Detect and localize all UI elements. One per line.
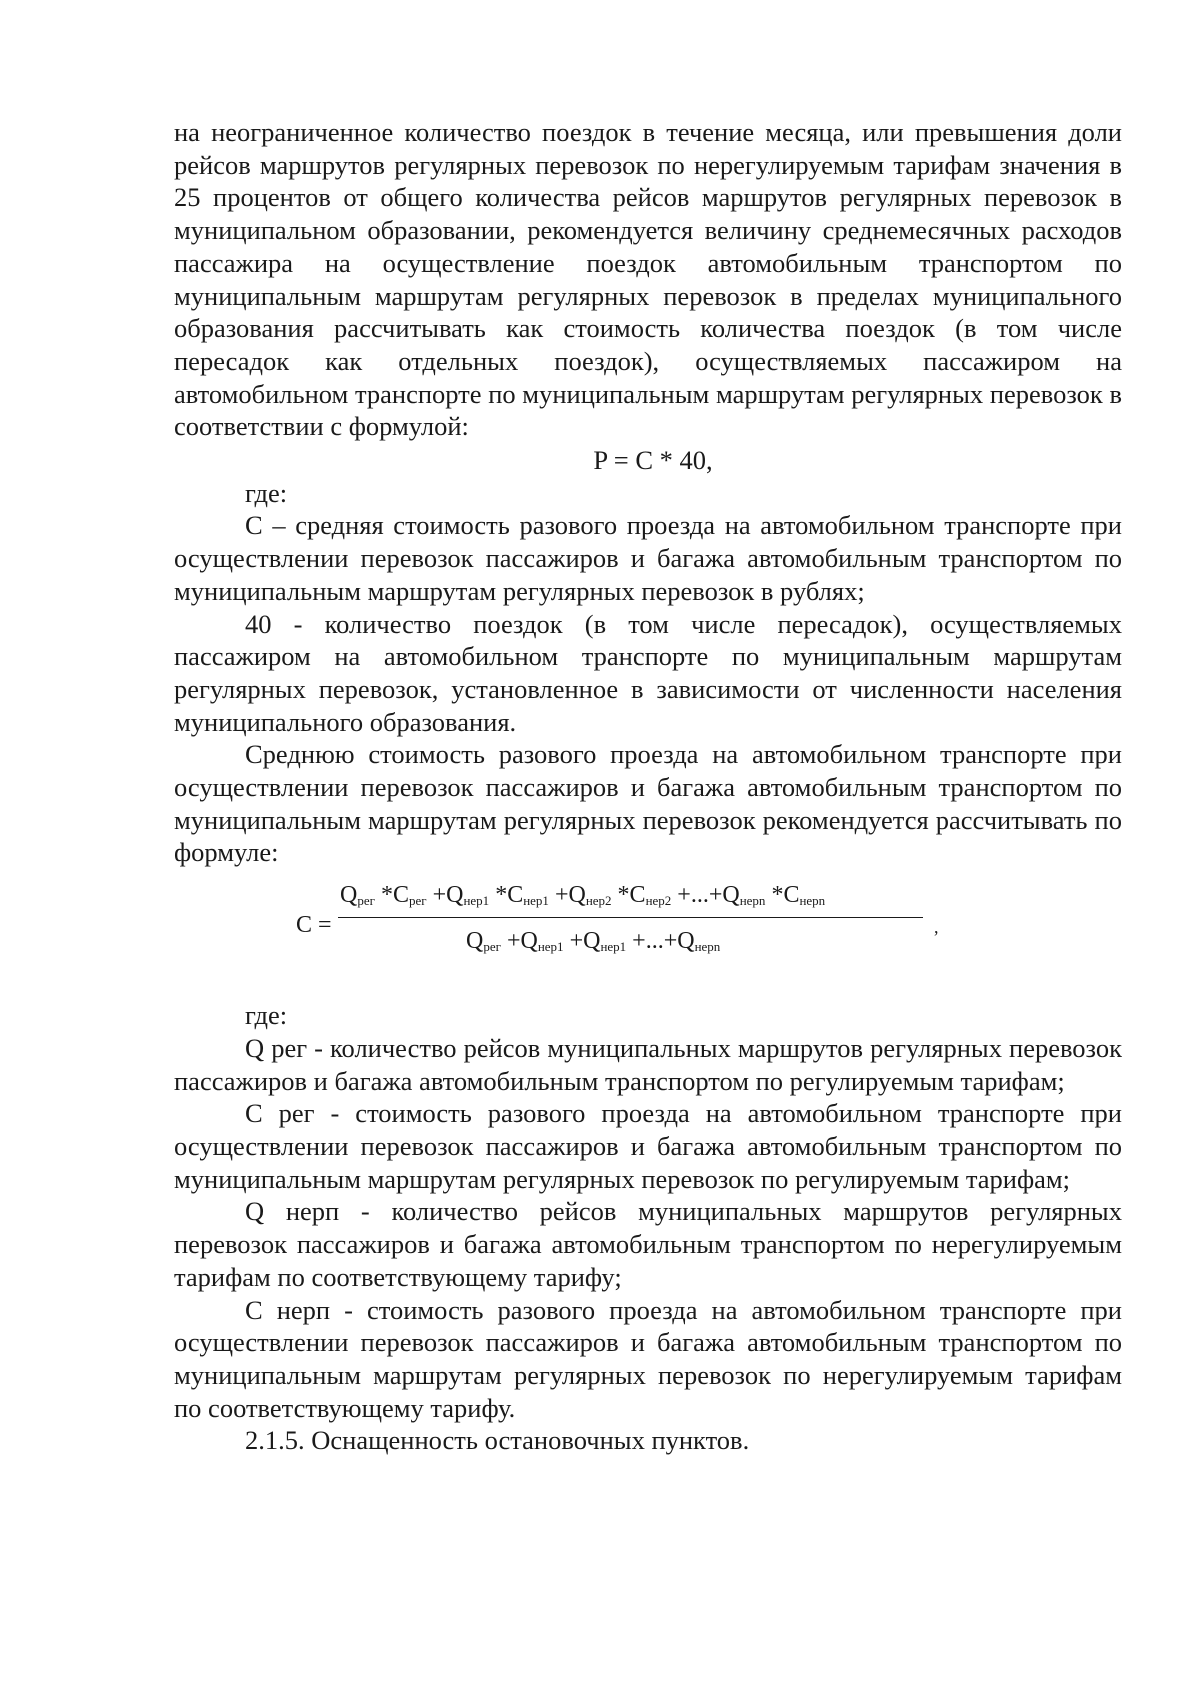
definition-c-nerp: C нерп - стоимость разового проезда на автомобильном транспорте при осуществлении перевозок пассажиров и багажа автомобильным транспортом по муниципальным маршрутам регулярных перевозок по нерегулируемым тарифам по соответствующему тарифу. xyxy=(174,1294,1122,1423)
paragraph-average-cost: Среднюю стоимость разового проезда на автомобильном транспорте при осуществлении перевозок пассажиров и багажа автомобильным транспортом по муниципальным маршрутам регулярных перевозок рекомендуется рассчитывать по формуле: xyxy=(174,739,1122,868)
document-page xyxy=(174,116,1122,1457)
definition-c-reg: C рег - стоимость разового проезда на автомобильном транспорте при осуществлении перевозок пассажиров и багажа автомобильным транспортом по муниципальным маршрутам регулярных перевозок по регулируемым тарифам; xyxy=(174,1098,1122,1194)
formula-numerator: $Q_{рег}$ $*C_{рег} +Q_{нер1}$ $*C_{нер1} +Q_{нер2}$ $*C_{нер2} +...+Q_{нерn}$ $*C_{нерn}$ xyxy=(340,882,826,909)
where-label-2: где: xyxy=(245,1000,288,1031)
section-heading-2-1-5: 2.1.5. Оснащенность остановочных пунктов. xyxy=(245,1425,750,1456)
definition-q-nerp: Q нерп - количество рейсов муниципальных маршрутов регулярных перевозок пассажиров и багажа автомобильным транспортом по нерегулируемым тарифам по соответствующему тарифу; xyxy=(174,1196,1122,1292)
definition-c: C – средняя стоимость разового проезда на автомобильном транспорте при осуществлении перевозок пассажиров и багажа автомобильным транспортом по муниципальным маршрутам регулярных перевозок в рублях; xyxy=(174,510,1122,606)
fraction-bar xyxy=(338,917,923,918)
formula-denominator: $Q_{рег} +Q_{нер1} +Q_{нер1} +...+Q_{нерn}$ xyxy=(466,928,721,955)
paragraph-intro: на неограниченное количество поездок в течение месяца, или превышения доли рейсов маршрутов регулярных перевозок по нерегулируемым тарифам значения в 25 процентов от общего количества рейсов маршрутов регулярных перевозок в муниципальном образовании, рекомендуется величину среднемесячных расходов пассажира на осуществление поездок автомобильным транспортом по муниципальным маршрутам регулярных перевозок в пределах муниципального образования рассчитывать как стоимость количества поездок (в том числе пересадок как отдельных поездок), осуществляемых пассажиром на автомобильном транспорте по муниципальным маршрутам регулярных перевозок в соответствии с формулой: xyxy=(174,117,1122,442)
definition-40: 40 - количество поездок (в том числе пересадок), осуществляемых пассажиром на автомобильном транспорте по муниципальным маршрутам регулярных перевозок, установленное в зависимости от численности населения муниципального образования. xyxy=(174,608,1122,737)
formula-p-equals-c-times-40: P = C * 40, xyxy=(593,445,713,476)
where-label: где: xyxy=(245,477,288,508)
formula-lhs: C = xyxy=(296,912,332,939)
formula-average-cost xyxy=(174,873,1122,991)
definition-q-reg: Q рег - количество рейсов муниципальных маршрутов регулярных перевозок пассажиров и багажа автомобильным транспортом по регулируемым тарифам; xyxy=(174,1032,1122,1096)
formula-trailing-comma: , xyxy=(934,917,939,938)
